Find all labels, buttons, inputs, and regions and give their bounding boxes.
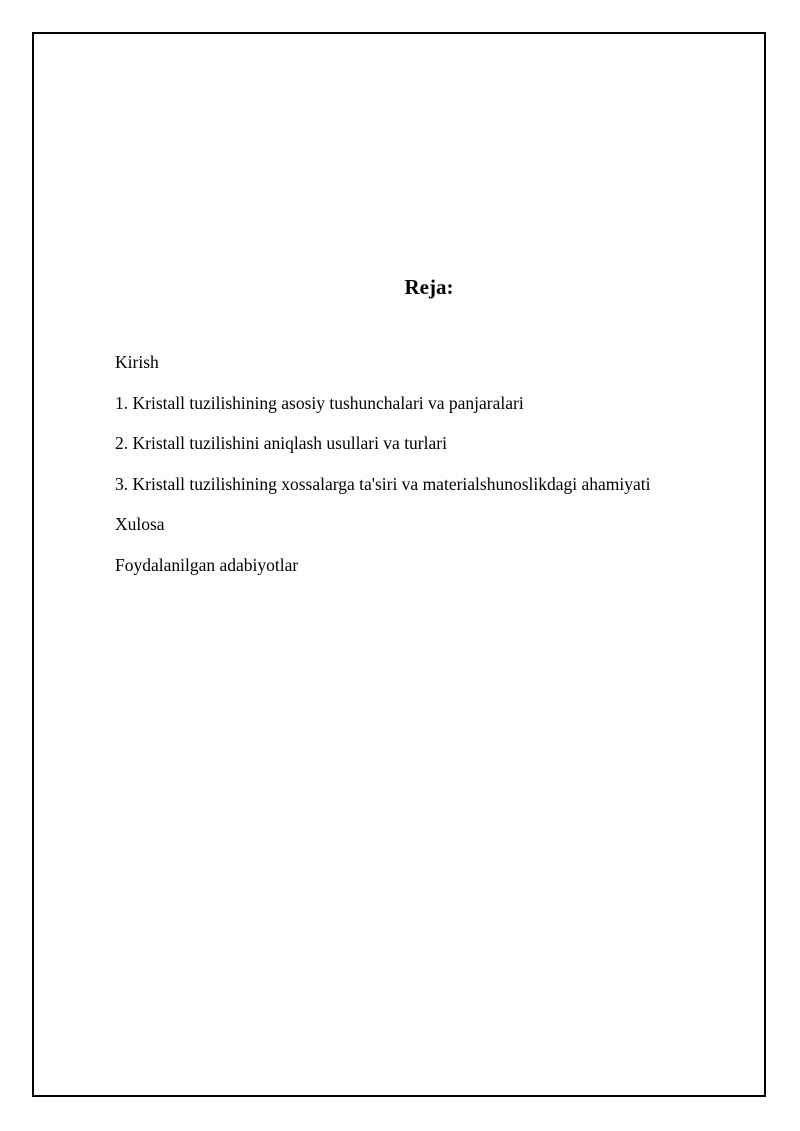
toc-item-chapter-3: 3. Kristall tuzilishining xossalarga ta'siri va materialshunoslikdagi ahamiyati <box>115 473 651 494</box>
toc-item-chapter-2: 2. Kristall tuzilishini aniqlash usullari va turlari <box>115 433 447 453</box>
page-title: Reja: <box>404 275 454 299</box>
toc-item-chapter-1: 1. Kristall tuzilishining asosiy tushunchalari va panjaralari <box>115 392 524 413</box>
table-of-contents <box>115 350 651 593</box>
toc-item-conclusion: Xulosa <box>115 514 165 534</box>
toc-item-introduction: Kirish <box>115 352 159 372</box>
toc-item-references: Foydalanilgan adabiyotlar <box>115 554 299 575</box>
